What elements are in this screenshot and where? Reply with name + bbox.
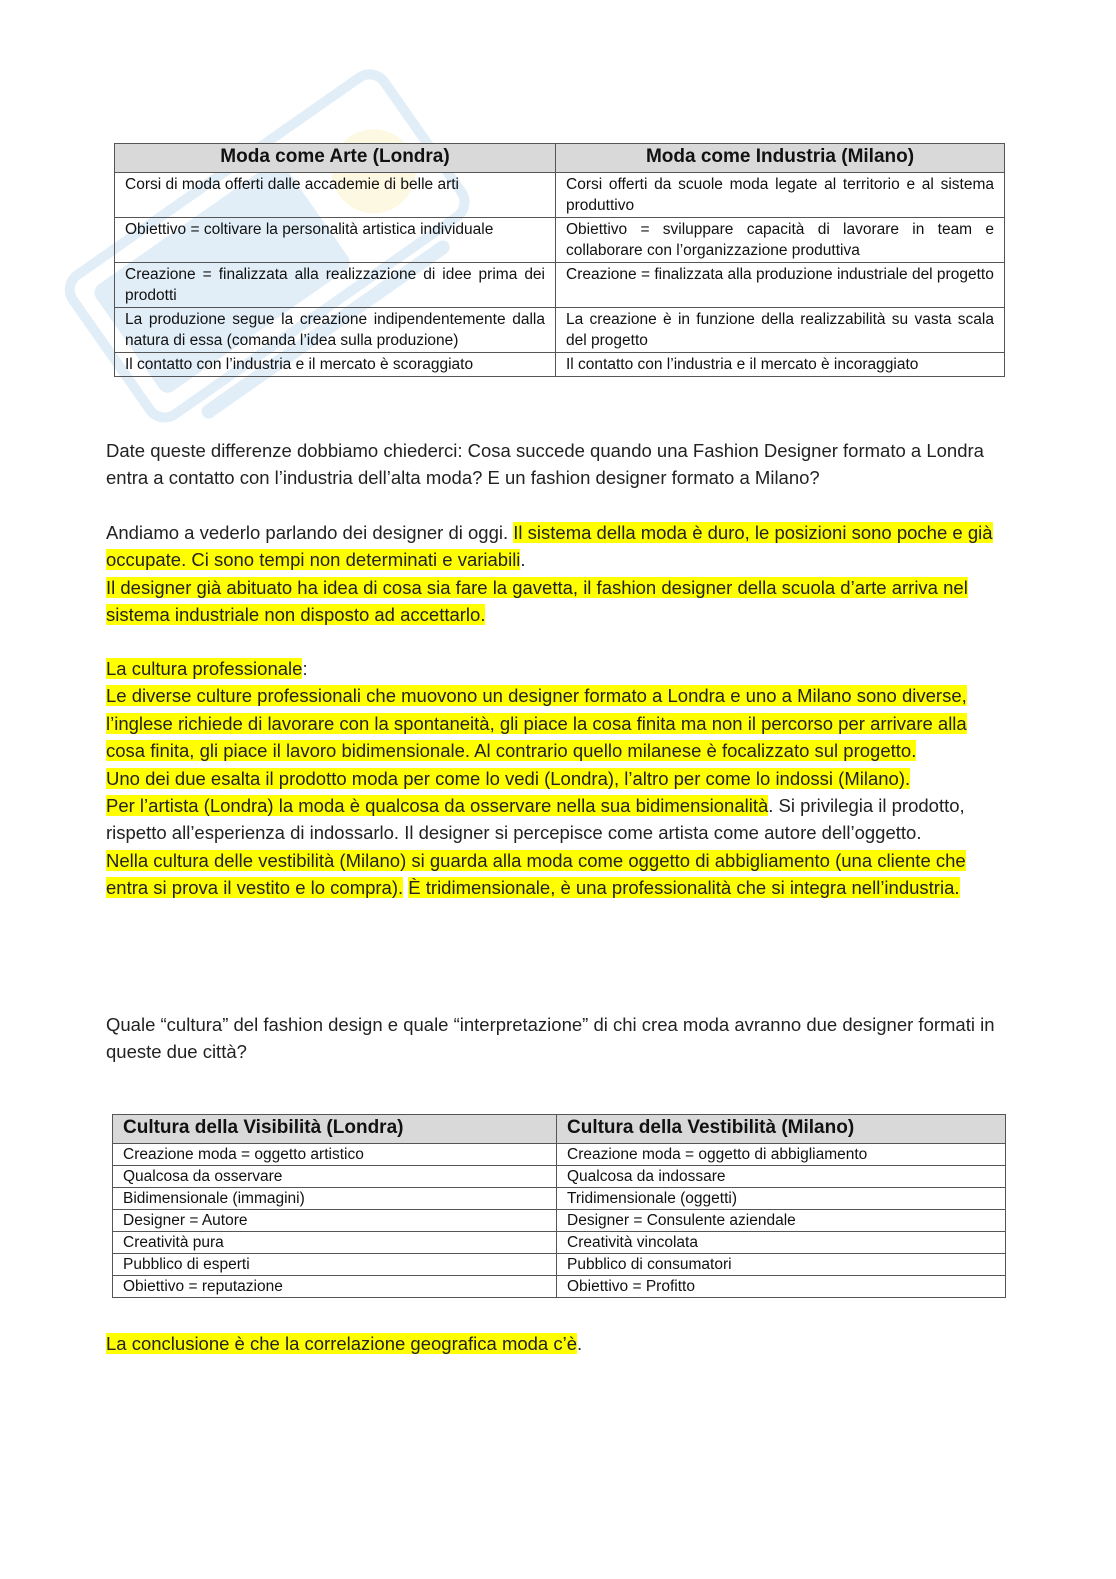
table-cell: Designer = Consulente aziendale	[557, 1210, 1006, 1232]
table-cell: Creatività vincolata	[557, 1232, 1006, 1254]
paragraph-text: . Si privilegia il prodotto, rispetto all’esperienza di indossarlo. Il designer si percepisce come artista come autore dell’oggetto.	[106, 795, 965, 844]
table-cell: Tridimensionale (oggetti)	[557, 1188, 1006, 1210]
paragraph-text: Quale “cultura” del fashion design e quale “interpretazione” di chi crea moda avranno due designer formati in queste due città?	[106, 1014, 995, 1063]
paragraph-text: Andiamo a vederlo parlando dei designer di oggi.	[106, 522, 514, 543]
table-cell: La creazione è in funzione della realizzabilità su vasta scala del progetto	[556, 308, 1005, 353]
paragraph-cultura-question	[106, 1011, 1006, 1066]
table-row	[113, 1276, 1006, 1298]
table-cell: Corsi offerti da scuole moda legate al territorio e al sistema produttivo	[556, 173, 1005, 218]
highlighted-text: Uno dei due esalta il prodotto moda per come lo vedi (Londra), l’altro per come lo indossi (Milano).	[106, 767, 911, 789]
table-cell: Corsi di moda offerti dalle accademie di belle arti	[115, 173, 556, 218]
comparison-table-visibilita-vestibilita	[112, 1114, 1006, 1298]
table-header-cell: Cultura della Vestibilità (Milano)	[557, 1115, 1006, 1144]
table-row	[115, 263, 1005, 308]
table-cell: Pubblico di consumatori	[557, 1254, 1006, 1276]
highlighted-text: È tridimensionale, è una professionalità che si integra nell’industria.	[408, 877, 960, 899]
paragraph-designer-oggi	[106, 519, 1006, 629]
table-row	[115, 218, 1005, 263]
table-header-row	[115, 144, 1005, 173]
paragraph-text: Date queste differenze dobbiamo chiederci: Cosa succede quando una Fashion Designer formato a Londra entra a contatto con l’industria dell’alta moda? E un fashion designer formato a Milano?	[106, 440, 984, 489]
table-cell: Creazione moda = oggetto artistico	[113, 1144, 557, 1166]
table-cell: Qualcosa da osservare	[113, 1166, 557, 1188]
table-header-cell: Cultura della Visibilità (Londra)	[113, 1115, 557, 1144]
table-row	[113, 1166, 1006, 1188]
highlighted-text: Le diverse culture professionali che muovono un designer formato a Londra e uno a Milano sono diverse, l’inglese richiede di lavorare con la spontaneità, gli piace la cosa finita ma non il percorso per arrivare alla cosa finita, gli piace il lavoro bidimensionale. Al contrario quello milanese è focalizzato sul progetto.	[106, 685, 967, 762]
table-row	[115, 353, 1005, 377]
paragraph-question	[106, 437, 1006, 492]
table-row	[113, 1144, 1006, 1166]
paragraph-text: .	[520, 549, 526, 571]
paragraph-text: .	[577, 1333, 583, 1354]
table-row	[115, 308, 1005, 353]
highlighted-text: Per l’artista (Londra) la moda è qualcosa da osservare nella sua bidimensionalità	[106, 795, 769, 817]
table-cell: Obiettivo = reputazione	[113, 1276, 557, 1298]
table-header-row	[113, 1115, 1006, 1144]
table-cell: Il contatto con l’industria e il mercato è scoraggiato	[115, 353, 556, 377]
table-cell: Pubblico di esperti	[113, 1254, 557, 1276]
table-row	[113, 1188, 1006, 1210]
table-cell: Creazione moda = oggetto di abbigliamento	[557, 1144, 1006, 1166]
table-cell: Creazione = finalizzata alla produzione industriale del progetto	[556, 263, 1005, 308]
table-header-cell: Moda come Arte (Londra)	[115, 144, 556, 173]
highlighted-text: Il designer già abituato ha idea di cosa sia fare la gavetta, il fashion designer della scuola d’arte arriva nel sistema industriale non disposto ad accettarlo.	[106, 576, 968, 626]
comparison-table-arte-industria	[114, 143, 1005, 377]
highlighted-text: La conclusione è che la correlazione geografica moda c’è	[106, 1333, 578, 1354]
table-header-cell: Moda come Industria (Milano)	[556, 144, 1005, 173]
table-cell: Designer = Autore	[113, 1210, 557, 1232]
table-cell: Obiettivo = coltivare la personalità artistica individuale	[115, 218, 556, 263]
table-cell: Obiettivo = sviluppare capacità di lavorare in team e collaborare con l’organizzazione produttiva	[556, 218, 1005, 263]
table-cell: Obiettivo = Profitto	[557, 1276, 1006, 1298]
paragraph-cultura-professionale	[106, 655, 1006, 902]
table-cell: Bidimensionale (immagini)	[113, 1188, 557, 1210]
table-cell: Il contatto con l’industria e il mercato è incoraggiato	[556, 353, 1005, 377]
table-cell: La produzione segue la creazione indipendentemente dalla natura di essa (comanda l’idea sulla produzione)	[115, 308, 556, 353]
highlighted-text: Il sistema della moda è duro, le posizioni sono poche e già occupate. Ci sono tempi non determinati e variabili	[106, 522, 993, 571]
table-row	[113, 1210, 1006, 1232]
table-cell: Qualcosa da indossare	[557, 1166, 1006, 1188]
highlighted-heading: La cultura professionale	[106, 658, 303, 679]
table-row	[113, 1254, 1006, 1276]
table-cell: Creazione = finalizzata alla realizzazione di idee prima dei prodotti	[115, 263, 556, 308]
paragraph-conclusion	[106, 1330, 1006, 1357]
paragraph-text: :	[302, 658, 308, 679]
table-row	[113, 1232, 1006, 1254]
highlighted-text: Nella cultura delle vestibilità (Milano) si guarda alla moda come oggetto di abbigliamento (una cliente che entra si prova il vestito e lo compra).	[106, 849, 966, 899]
table-cell: Creatività pura	[113, 1232, 557, 1254]
table-row	[115, 173, 1005, 218]
